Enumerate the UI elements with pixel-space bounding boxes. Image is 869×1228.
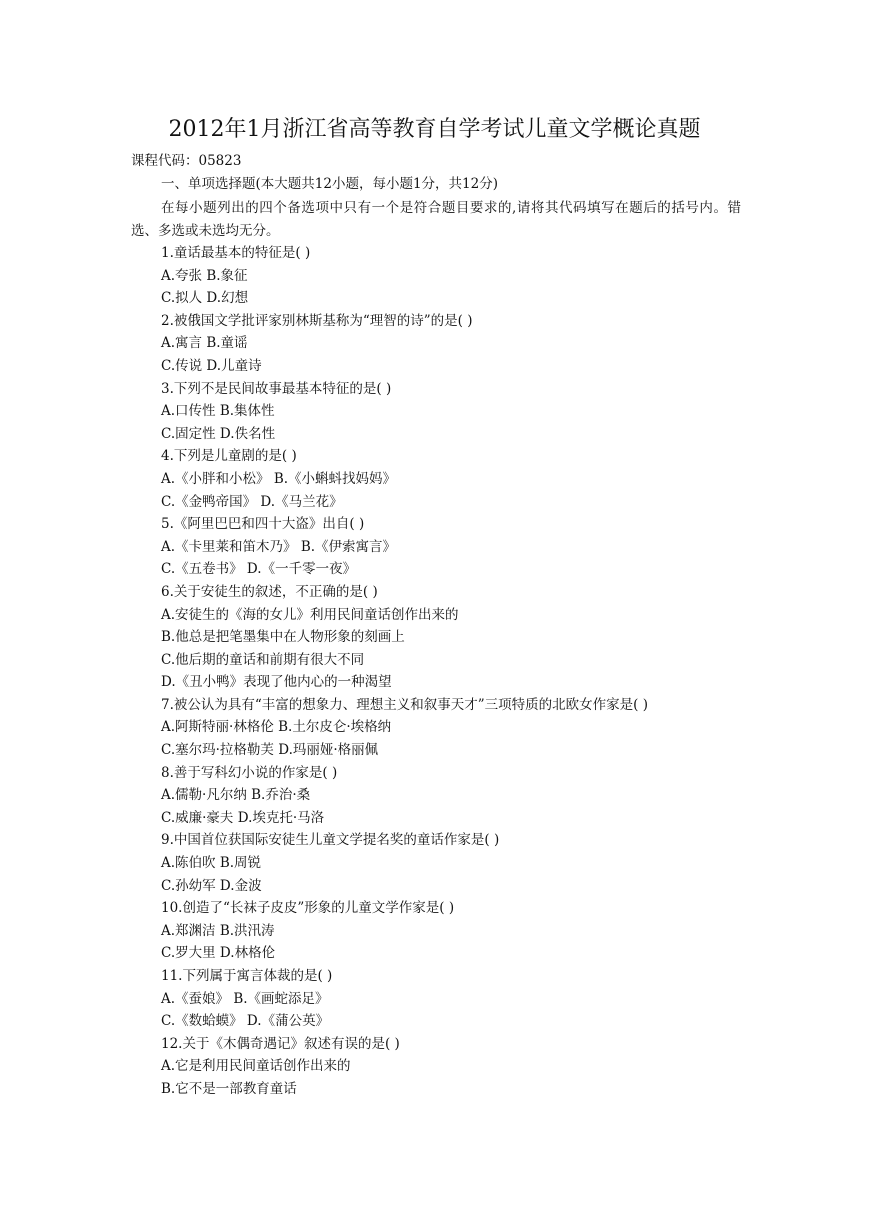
question-line: A.夸张 B.象征 [161, 267, 248, 284]
question-line: C.传说 D.儿童诗 [161, 357, 262, 374]
instructions-paragraph: 在每小题列出的四个备选项中只有一个是符合题目要求的,请将其代码填写在题后的括号内。错选、多选或未选均无分。 [131, 200, 741, 239]
question-line: 12.关于《木偶奇遇记》叙述有误的是( ) [161, 1035, 400, 1052]
question-line: D.《丑小鸭》表现了他内心的一种渴望 [161, 674, 392, 691]
section-heading: 一、单项选择题(本大题共12小题，每小题1分，共12分) [161, 176, 498, 192]
question-line: A.《卡里莱和笛木乃》 B.《伊索寓言》 [161, 538, 397, 555]
question-line: 10.创造了“长袜子皮皮”形象的儿童文学作家是( ) [161, 900, 455, 917]
question-line: 8.善于写科幻小说的作家是( ) [161, 764, 338, 781]
question-line: A.安徒生的《海的女儿》利用民间童话创作出来的 [161, 606, 459, 623]
question-line: 11.下列属于寓言体裁的是( ) [161, 968, 333, 984]
course-code: 课程代码：05823 [131, 153, 242, 169]
question-line: A.《蚕娘》 B.《画蛇添足》 [161, 990, 329, 1007]
question-line: 2.被俄国文学批评家别林斯基称为“理智的诗”的是( ) [161, 312, 473, 329]
question-line: C.固定性 D.佚名性 [161, 425, 276, 442]
question-line: B.它不是一部教育童话 [161, 1080, 297, 1097]
question-line: A.阿斯特丽·林格伦 B.土尔皮仑·埃格纳 [161, 719, 392, 736]
question-line: B.他总是把笔墨集中在人物形象的刻画上 [161, 629, 405, 646]
question-line: C.他后期的童话和前期有很大不同 [161, 651, 365, 668]
question-line: C.孙幼军 D.金波 [161, 877, 262, 894]
question-line: A.《小胖和小松》 B.《小蝌蚪找妈妈》 [161, 470, 397, 487]
question-line: C.罗大里 D.林格伦 [161, 945, 276, 962]
question-line: A.寓言 B.童谣 [161, 335, 248, 352]
question-line: A.郑渊洁 B.洪汛涛 [161, 922, 275, 939]
question-line: 3.下列不是民间故事最基本特征的是( ) [161, 380, 392, 397]
question-line: A.陈伯吹 B.周锐 [161, 855, 262, 872]
question-line: C.拟人 D.幻想 [161, 290, 249, 307]
question-line: A.它是利用民间童话创作出来的 [161, 1058, 351, 1075]
question-line: 4.下列是儿童剧的是( ) [161, 448, 297, 465]
question-line: C.《金鸭帝国》 D.《马兰花》 [161, 493, 343, 510]
question-line: C.《数蛤蟆》 D.《蒲公英》 [161, 1013, 330, 1030]
question-line: 7.被公认为具有“丰富的想象力、理想主义和叙事天才”三项特质的北欧女作家是( ) [161, 696, 649, 713]
question-line: 1.童话最基本的特征是( ) [161, 245, 311, 261]
document-title: 2012年1月浙江省高等教育自学考试儿童文学概论真题 [168, 117, 701, 142]
question-line: A.儒勒·凡尔纳 B.乔治·桑 [161, 787, 311, 804]
question-line: 5.《阿里巴巴和四十大盗》出自( ) [161, 516, 365, 533]
question-line: C.《五卷书》 D.《一千零一夜》 [161, 561, 357, 578]
question-list [161, 242, 761, 1101]
question-line: 9.中国首位获国际安徒生儿童文学提名奖的童话作家是( ) [161, 832, 500, 849]
question-line: C.塞尔玛·拉格勒芙 D.玛丽娅·格丽佩 [161, 742, 379, 759]
question-line: A.口传性 B.集体性 [161, 403, 275, 420]
question-line: C.威廉·豪夫 D.埃克托·马洛 [161, 809, 325, 826]
question-line: 6.关于安徒生的叙述，不正确的是( ) [161, 583, 378, 600]
